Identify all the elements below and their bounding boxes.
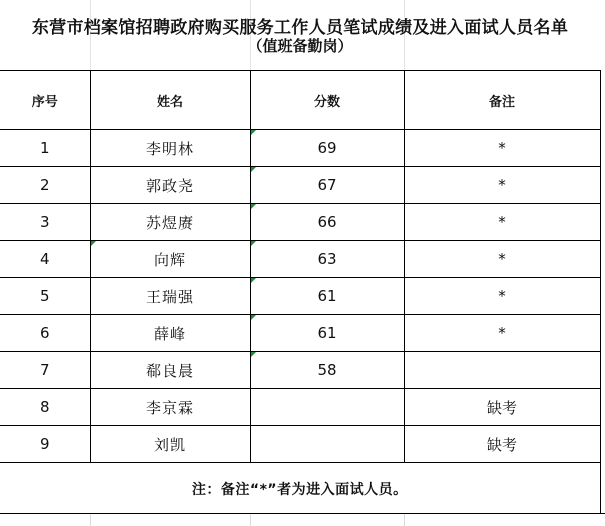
score-text: 66	[317, 213, 337, 231]
name-text: 郭政尧	[145, 176, 194, 195]
cell-seq[interactable]: 6	[0, 315, 90, 352]
table-row	[0, 241, 600, 278]
score-text: 63	[317, 250, 337, 268]
cell-name[interactable]	[90, 130, 250, 167]
cell-note[interactable]: 缺考	[404, 389, 600, 426]
name-text: 李京霖	[145, 398, 194, 417]
cell-seq[interactable]: 8	[0, 389, 90, 426]
cell-score[interactable]	[250, 315, 404, 352]
cell-note[interactable]: 缺考	[404, 426, 600, 463]
name-text: 苏煜赓	[145, 213, 194, 232]
cell-score[interactable]	[250, 130, 404, 167]
cell-score[interactable]	[250, 389, 404, 426]
comment-marker-icon	[251, 278, 256, 283]
cell-seq[interactable]: 1	[0, 130, 90, 167]
score-text: 61	[317, 287, 337, 305]
footnote-cell[interactable]: 注：备注“*”者为进入面试人员。	[0, 463, 600, 516]
name-text: 薛峰	[153, 324, 186, 343]
cell-name[interactable]	[90, 278, 250, 315]
cell-note[interactable]: *	[404, 204, 600, 241]
table-row	[0, 204, 600, 241]
name-text: 向辉	[153, 250, 186, 269]
header-seq[interactable]: 序号	[0, 71, 90, 130]
cell-name[interactable]	[90, 315, 250, 352]
results-table	[0, 70, 601, 516]
cell-name[interactable]	[90, 204, 250, 241]
cell-score[interactable]	[250, 204, 404, 241]
table-header-row	[0, 71, 600, 130]
cell-seq[interactable]: 5	[0, 278, 90, 315]
cell-score[interactable]	[250, 241, 404, 278]
score-text: 58	[317, 361, 337, 379]
sheet-subtitle: （值班备勤岗）	[247, 37, 353, 55]
name-text: 刘凯	[153, 435, 186, 454]
name-text: 郗良晨	[145, 361, 194, 380]
score-text: 61	[317, 324, 337, 342]
cell-seq[interactable]: 4	[0, 241, 90, 278]
empty-row-strip	[0, 513, 605, 526]
cell-score[interactable]	[250, 167, 404, 204]
comment-marker-icon	[251, 204, 256, 209]
header-note[interactable]: 备注	[404, 71, 600, 130]
cell-name[interactable]	[90, 167, 250, 204]
comment-marker-icon	[251, 241, 256, 246]
cell-score[interactable]	[250, 426, 404, 463]
cell-score[interactable]	[250, 278, 404, 315]
header-name[interactable]: 姓名	[90, 71, 250, 130]
cell-score[interactable]	[250, 352, 404, 389]
table-row	[0, 278, 600, 315]
score-text: 67	[317, 176, 337, 194]
comment-marker-icon	[251, 167, 256, 172]
sheet-title: 东营市档案馆招聘政府购买服务工作人员笔试成绩及进入面试人员名单	[31, 18, 569, 38]
cell-seq[interactable]: 2	[0, 167, 90, 204]
comment-marker-icon	[251, 315, 256, 320]
cell-note[interactable]: *	[404, 278, 600, 315]
table-row	[0, 426, 600, 463]
cell-name[interactable]	[90, 426, 250, 463]
header-score[interactable]: 分数	[250, 71, 404, 130]
footnote-row	[0, 463, 600, 516]
table-row	[0, 389, 600, 426]
name-text: 王瑞强	[145, 287, 194, 306]
comment-marker-icon	[251, 130, 256, 135]
comment-marker-icon	[91, 241, 96, 246]
table-row	[0, 315, 600, 352]
cell-note[interactable]: *	[404, 130, 600, 167]
gridline	[404, 514, 405, 526]
cell-note[interactable]: *	[404, 241, 600, 278]
title-cell[interactable]	[0, 0, 605, 70]
cell-name[interactable]	[90, 389, 250, 426]
cell-seq[interactable]: 9	[0, 426, 90, 463]
score-text: 69	[317, 139, 337, 157]
table-row	[0, 352, 600, 389]
gridline	[250, 514, 251, 526]
cell-seq[interactable]: 7	[0, 352, 90, 389]
cell-note[interactable]	[404, 352, 600, 389]
table-row	[0, 130, 600, 167]
comment-marker-icon	[251, 352, 256, 357]
gridline	[90, 514, 91, 526]
cell-note[interactable]: *	[404, 315, 600, 352]
table-row	[0, 167, 600, 204]
name-text: 李明林	[145, 139, 194, 158]
cell-note[interactable]: *	[404, 167, 600, 204]
cell-name[interactable]	[90, 352, 250, 389]
cell-seq[interactable]: 3	[0, 204, 90, 241]
cell-name[interactable]	[90, 241, 250, 278]
